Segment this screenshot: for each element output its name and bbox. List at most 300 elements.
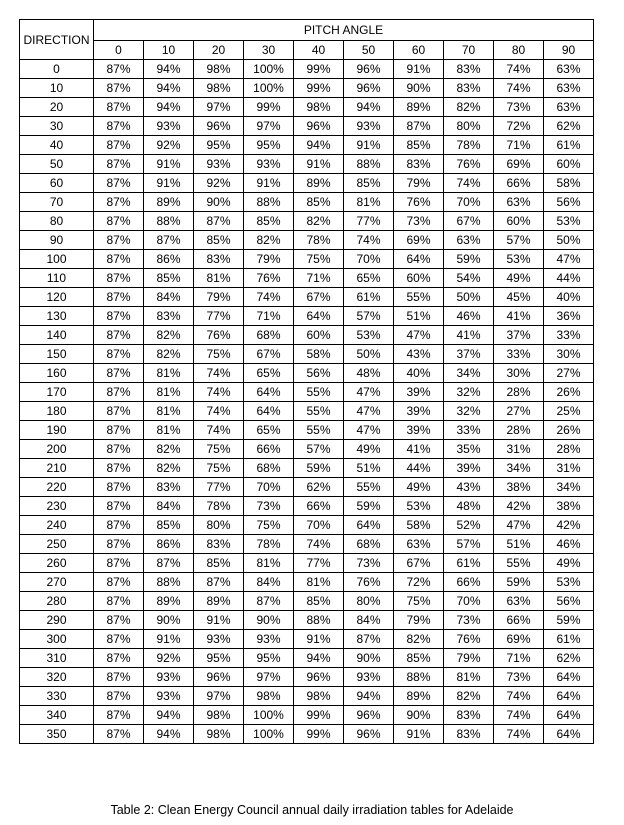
table-row	[20, 668, 594, 687]
irradiation-value-cell: 83%	[194, 250, 244, 269]
irradiation-value-cell: 51%	[494, 535, 544, 554]
pitch-angle-cell: 50	[344, 41, 394, 60]
irradiation-value-cell: 81%	[144, 421, 194, 440]
irradiation-value-cell: 98%	[294, 687, 344, 706]
irradiation-value-cell: 96%	[344, 79, 394, 98]
irradiation-value-cell: 74%	[494, 60, 544, 79]
irradiation-value-cell: 53%	[544, 212, 594, 231]
irradiation-value-cell: 69%	[394, 231, 444, 250]
irradiation-value-cell: 75%	[294, 250, 344, 269]
irradiation-value-cell: 76%	[244, 269, 294, 288]
direction-cell: 200	[20, 440, 94, 459]
irradiation-value-cell: 96%	[294, 668, 344, 687]
irradiation-table	[19, 19, 594, 744]
irradiation-value-cell: 84%	[344, 611, 394, 630]
direction-cell: 100	[20, 250, 94, 269]
irradiation-value-cell: 92%	[144, 649, 194, 668]
irradiation-value-cell: 57%	[444, 535, 494, 554]
direction-cell: 270	[20, 573, 94, 592]
irradiation-value-cell: 90%	[244, 611, 294, 630]
irradiation-value-cell: 87%	[94, 649, 144, 668]
direction-cell: 10	[20, 79, 94, 98]
pitch-angle-cell: 80	[494, 41, 544, 60]
irradiation-value-cell: 82%	[144, 345, 194, 364]
irradiation-value-cell: 94%	[294, 649, 344, 668]
irradiation-value-cell: 61%	[344, 288, 394, 307]
irradiation-value-cell: 86%	[144, 250, 194, 269]
irradiation-value-cell: 32%	[444, 383, 494, 402]
irradiation-value-cell: 36%	[544, 307, 594, 326]
irradiation-value-cell: 74%	[494, 725, 544, 744]
irradiation-value-cell: 68%	[244, 326, 294, 345]
irradiation-value-cell: 83%	[144, 307, 194, 326]
irradiation-value-cell: 85%	[344, 174, 394, 193]
direction-cell: 30	[20, 117, 94, 136]
irradiation-value-cell: 63%	[544, 60, 594, 79]
irradiation-value-cell: 83%	[144, 478, 194, 497]
irradiation-value-cell: 83%	[394, 155, 444, 174]
irradiation-value-cell: 44%	[394, 459, 444, 478]
irradiation-value-cell: 84%	[144, 497, 194, 516]
irradiation-value-cell: 83%	[194, 535, 244, 554]
irradiation-value-cell: 52%	[444, 516, 494, 535]
irradiation-value-cell: 77%	[194, 307, 244, 326]
pitch-angle-header: PITCH ANGLE	[94, 20, 594, 41]
irradiation-value-cell: 99%	[294, 725, 344, 744]
irradiation-value-cell: 66%	[244, 440, 294, 459]
irradiation-value-cell: 49%	[544, 554, 594, 573]
table-row	[20, 326, 594, 345]
table-row	[20, 117, 594, 136]
table-row	[20, 345, 594, 364]
irradiation-value-cell: 75%	[244, 516, 294, 535]
irradiation-value-cell: 87%	[94, 630, 144, 649]
irradiation-value-cell: 78%	[194, 497, 244, 516]
irradiation-value-cell: 48%	[344, 364, 394, 383]
irradiation-value-cell: 55%	[344, 478, 394, 497]
irradiation-value-cell: 59%	[444, 250, 494, 269]
irradiation-value-cell: 83%	[444, 60, 494, 79]
irradiation-value-cell: 65%	[344, 269, 394, 288]
table-row	[20, 364, 594, 383]
irradiation-value-cell: 64%	[544, 687, 594, 706]
irradiation-value-cell: 76%	[444, 155, 494, 174]
irradiation-value-cell: 87%	[94, 516, 144, 535]
pitch-angle-cell: 0	[94, 41, 144, 60]
irradiation-value-cell: 34%	[544, 478, 594, 497]
pitch-angle-cell: 30	[244, 41, 294, 60]
irradiation-value-cell: 61%	[544, 136, 594, 155]
irradiation-value-cell: 85%	[294, 592, 344, 611]
table-row	[20, 288, 594, 307]
direction-header: DIRECTION	[20, 20, 94, 60]
irradiation-value-cell: 31%	[494, 440, 544, 459]
irradiation-value-cell: 66%	[494, 611, 544, 630]
irradiation-value-cell: 91%	[394, 725, 444, 744]
irradiation-value-cell: 90%	[394, 79, 444, 98]
irradiation-value-cell: 94%	[344, 98, 394, 117]
irradiation-value-cell: 38%	[494, 478, 544, 497]
irradiation-value-cell: 94%	[144, 725, 194, 744]
irradiation-value-cell: 60%	[494, 212, 544, 231]
irradiation-value-cell: 53%	[544, 573, 594, 592]
irradiation-value-cell: 96%	[344, 725, 394, 744]
irradiation-value-cell: 54%	[444, 269, 494, 288]
table-row	[20, 193, 594, 212]
irradiation-value-cell: 89%	[394, 98, 444, 117]
irradiation-value-cell: 78%	[244, 535, 294, 554]
irradiation-value-cell: 67%	[294, 288, 344, 307]
irradiation-value-cell: 87%	[94, 60, 144, 79]
irradiation-value-cell: 83%	[444, 725, 494, 744]
irradiation-value-cell: 79%	[394, 611, 444, 630]
irradiation-value-cell: 88%	[244, 193, 294, 212]
irradiation-value-cell: 99%	[294, 79, 344, 98]
irradiation-value-cell: 87%	[94, 383, 144, 402]
irradiation-value-cell: 95%	[194, 649, 244, 668]
irradiation-value-cell: 89%	[194, 592, 244, 611]
irradiation-value-cell: 93%	[244, 630, 294, 649]
irradiation-value-cell: 84%	[244, 573, 294, 592]
irradiation-value-cell: 33%	[444, 421, 494, 440]
irradiation-value-cell: 87%	[94, 79, 144, 98]
irradiation-value-cell: 93%	[194, 155, 244, 174]
irradiation-value-cell: 90%	[394, 706, 444, 725]
irradiation-value-cell: 87%	[94, 573, 144, 592]
irradiation-value-cell: 83%	[444, 706, 494, 725]
table-row	[20, 231, 594, 250]
irradiation-value-cell: 95%	[194, 136, 244, 155]
irradiation-value-cell: 95%	[244, 136, 294, 155]
irradiation-value-cell: 44%	[544, 269, 594, 288]
irradiation-value-cell: 77%	[294, 554, 344, 573]
table-row	[20, 60, 594, 79]
direction-cell: 280	[20, 592, 94, 611]
table-row	[20, 516, 594, 535]
irradiation-value-cell: 57%	[294, 440, 344, 459]
irradiation-value-cell: 99%	[294, 706, 344, 725]
irradiation-value-cell: 70%	[444, 592, 494, 611]
irradiation-value-cell: 72%	[394, 573, 444, 592]
direction-cell: 250	[20, 535, 94, 554]
irradiation-value-cell: 39%	[394, 383, 444, 402]
irradiation-value-cell: 100%	[244, 725, 294, 744]
irradiation-value-cell: 82%	[144, 326, 194, 345]
irradiation-value-cell: 75%	[194, 440, 244, 459]
irradiation-value-cell: 87%	[94, 668, 144, 687]
irradiation-value-cell: 66%	[294, 497, 344, 516]
irradiation-value-cell: 55%	[294, 383, 344, 402]
irradiation-value-cell: 87%	[94, 706, 144, 725]
table-row	[20, 79, 594, 98]
irradiation-value-cell: 87%	[94, 345, 144, 364]
irradiation-value-cell: 73%	[444, 611, 494, 630]
irradiation-value-cell: 58%	[544, 174, 594, 193]
irradiation-value-cell: 94%	[294, 136, 344, 155]
irradiation-value-cell: 77%	[194, 478, 244, 497]
irradiation-value-cell: 62%	[294, 478, 344, 497]
table-row	[20, 649, 594, 668]
irradiation-value-cell: 57%	[494, 231, 544, 250]
irradiation-value-cell: 85%	[394, 649, 444, 668]
irradiation-value-cell: 58%	[394, 516, 444, 535]
irradiation-value-cell: 26%	[544, 421, 594, 440]
irradiation-value-cell: 37%	[444, 345, 494, 364]
irradiation-value-cell: 87%	[144, 554, 194, 573]
irradiation-value-cell: 42%	[494, 497, 544, 516]
direction-cell: 180	[20, 402, 94, 421]
irradiation-value-cell: 39%	[394, 421, 444, 440]
irradiation-value-cell: 94%	[144, 60, 194, 79]
irradiation-value-cell: 73%	[494, 98, 544, 117]
irradiation-value-cell: 98%	[194, 60, 244, 79]
pitch-angle-cell: 60	[394, 41, 444, 60]
direction-cell: 110	[20, 269, 94, 288]
irradiation-value-cell: 39%	[394, 402, 444, 421]
irradiation-value-cell: 88%	[394, 668, 444, 687]
irradiation-value-cell: 89%	[144, 592, 194, 611]
table-row	[20, 440, 594, 459]
irradiation-value-cell: 87%	[144, 231, 194, 250]
irradiation-value-cell: 89%	[294, 174, 344, 193]
irradiation-value-cell: 72%	[494, 117, 544, 136]
irradiation-value-cell: 63%	[444, 231, 494, 250]
table-row	[20, 269, 594, 288]
irradiation-value-cell: 87%	[194, 573, 244, 592]
irradiation-value-cell: 71%	[244, 307, 294, 326]
irradiation-value-cell: 45%	[494, 288, 544, 307]
irradiation-value-cell: 75%	[194, 345, 244, 364]
irradiation-value-cell: 33%	[544, 326, 594, 345]
irradiation-value-cell: 56%	[294, 364, 344, 383]
pitch-angle-cell: 70	[444, 41, 494, 60]
irradiation-value-cell: 74%	[494, 706, 544, 725]
irradiation-value-cell: 73%	[394, 212, 444, 231]
table-row	[20, 155, 594, 174]
irradiation-value-cell: 87%	[94, 288, 144, 307]
irradiation-value-cell: 74%	[344, 231, 394, 250]
irradiation-value-cell: 93%	[194, 630, 244, 649]
irradiation-value-cell: 74%	[194, 383, 244, 402]
irradiation-value-cell: 55%	[294, 402, 344, 421]
direction-cell: 50	[20, 155, 94, 174]
direction-cell: 160	[20, 364, 94, 383]
irradiation-value-cell: 91%	[144, 630, 194, 649]
irradiation-value-cell: 30%	[544, 345, 594, 364]
irradiation-value-cell: 87%	[94, 117, 144, 136]
irradiation-value-cell: 84%	[144, 288, 194, 307]
irradiation-value-cell: 63%	[544, 98, 594, 117]
irradiation-value-cell: 73%	[494, 668, 544, 687]
irradiation-value-cell: 47%	[344, 383, 394, 402]
irradiation-value-cell: 67%	[394, 554, 444, 573]
irradiation-value-cell: 82%	[144, 440, 194, 459]
direction-cell: 260	[20, 554, 94, 573]
irradiation-value-cell: 85%	[144, 269, 194, 288]
irradiation-value-cell: 64%	[544, 668, 594, 687]
irradiation-value-cell: 85%	[294, 193, 344, 212]
table-row	[20, 611, 594, 630]
table-caption: Table 2: Clean Energy Council annual daily irradiation tables for Adelaide	[110, 803, 514, 817]
irradiation-value-cell: 71%	[494, 649, 544, 668]
irradiation-value-cell: 53%	[394, 497, 444, 516]
irradiation-value-cell: 96%	[344, 60, 394, 79]
irradiation-value-cell: 49%	[344, 440, 394, 459]
irradiation-value-cell: 79%	[394, 174, 444, 193]
irradiation-value-cell: 87%	[94, 554, 144, 573]
direction-cell: 240	[20, 516, 94, 535]
irradiation-value-cell: 81%	[144, 402, 194, 421]
irradiation-value-cell: 100%	[244, 60, 294, 79]
irradiation-value-cell: 78%	[294, 231, 344, 250]
irradiation-value-cell: 81%	[144, 383, 194, 402]
irradiation-value-cell: 93%	[144, 117, 194, 136]
direction-cell: 140	[20, 326, 94, 345]
table-row	[20, 725, 594, 744]
irradiation-value-cell: 79%	[444, 649, 494, 668]
irradiation-value-cell: 87%	[94, 250, 144, 269]
irradiation-value-cell: 87%	[244, 592, 294, 611]
irradiation-value-cell: 38%	[544, 497, 594, 516]
irradiation-value-cell: 69%	[494, 630, 544, 649]
irradiation-value-cell: 94%	[344, 687, 394, 706]
irradiation-value-cell: 87%	[94, 174, 144, 193]
irradiation-value-cell: 74%	[244, 288, 294, 307]
table-row	[20, 459, 594, 478]
irradiation-value-cell: 98%	[194, 79, 244, 98]
direction-cell: 320	[20, 668, 94, 687]
irradiation-value-cell: 40%	[544, 288, 594, 307]
irradiation-value-cell: 91%	[244, 174, 294, 193]
irradiation-value-cell: 91%	[144, 174, 194, 193]
irradiation-value-cell: 51%	[394, 307, 444, 326]
direction-cell: 130	[20, 307, 94, 326]
irradiation-value-cell: 95%	[244, 649, 294, 668]
irradiation-value-cell: 87%	[94, 231, 144, 250]
irradiation-value-cell: 63%	[494, 592, 544, 611]
irradiation-value-cell: 49%	[494, 269, 544, 288]
irradiation-value-cell: 98%	[244, 687, 294, 706]
irradiation-value-cell: 70%	[344, 250, 394, 269]
direction-cell: 330	[20, 687, 94, 706]
irradiation-value-cell: 88%	[344, 155, 394, 174]
direction-cell: 70	[20, 193, 94, 212]
direction-cell: 20	[20, 98, 94, 117]
irradiation-value-cell: 59%	[494, 573, 544, 592]
direction-cell: 80	[20, 212, 94, 231]
direction-cell: 120	[20, 288, 94, 307]
irradiation-value-cell: 87%	[94, 421, 144, 440]
pitch-angle-cell: 10	[144, 41, 194, 60]
irradiation-value-cell: 50%	[344, 345, 394, 364]
irradiation-value-cell: 87%	[94, 592, 144, 611]
irradiation-value-cell: 81%	[344, 193, 394, 212]
irradiation-value-cell: 81%	[144, 364, 194, 383]
irradiation-value-cell: 99%	[244, 98, 294, 117]
irradiation-value-cell: 98%	[194, 706, 244, 725]
irradiation-value-cell: 82%	[144, 459, 194, 478]
table-row	[20, 174, 594, 193]
irradiation-value-cell: 76%	[444, 630, 494, 649]
irradiation-value-cell: 97%	[194, 98, 244, 117]
direction-cell: 90	[20, 231, 94, 250]
table-body	[20, 60, 594, 744]
irradiation-value-cell: 47%	[544, 250, 594, 269]
table-row	[20, 573, 594, 592]
irradiation-value-cell: 96%	[344, 706, 394, 725]
irradiation-value-cell: 27%	[544, 364, 594, 383]
irradiation-value-cell: 62%	[544, 117, 594, 136]
irradiation-value-cell: 64%	[394, 250, 444, 269]
irradiation-value-cell: 80%	[444, 117, 494, 136]
irradiation-value-cell: 47%	[394, 326, 444, 345]
irradiation-value-cell: 100%	[244, 706, 294, 725]
irradiation-value-cell: 64%	[544, 725, 594, 744]
irradiation-value-cell: 66%	[494, 174, 544, 193]
irradiation-value-cell: 91%	[394, 60, 444, 79]
irradiation-value-cell: 71%	[494, 136, 544, 155]
table-row	[20, 554, 594, 573]
irradiation-value-cell: 71%	[294, 269, 344, 288]
irradiation-value-cell: 74%	[494, 79, 544, 98]
irradiation-value-cell: 99%	[294, 60, 344, 79]
irradiation-value-cell: 96%	[194, 668, 244, 687]
irradiation-value-cell: 81%	[244, 554, 294, 573]
irradiation-value-cell: 93%	[144, 668, 194, 687]
irradiation-value-cell: 74%	[194, 421, 244, 440]
table-row	[20, 497, 594, 516]
irradiation-value-cell: 65%	[244, 364, 294, 383]
irradiation-value-cell: 60%	[294, 326, 344, 345]
irradiation-value-cell: 60%	[544, 155, 594, 174]
irradiation-value-cell: 97%	[194, 687, 244, 706]
irradiation-value-cell: 77%	[344, 212, 394, 231]
irradiation-value-cell: 43%	[394, 345, 444, 364]
irradiation-value-cell: 82%	[394, 630, 444, 649]
irradiation-value-cell: 86%	[144, 535, 194, 554]
table-row	[20, 98, 594, 117]
irradiation-value-cell: 93%	[344, 668, 394, 687]
irradiation-value-cell: 74%	[444, 174, 494, 193]
irradiation-value-cell: 50%	[444, 288, 494, 307]
irradiation-value-cell: 33%	[494, 345, 544, 364]
irradiation-value-cell: 65%	[244, 421, 294, 440]
irradiation-value-cell: 82%	[244, 231, 294, 250]
direction-cell: 300	[20, 630, 94, 649]
irradiation-value-cell: 50%	[544, 231, 594, 250]
irradiation-value-cell: 91%	[294, 630, 344, 649]
irradiation-value-cell: 75%	[194, 459, 244, 478]
irradiation-value-cell: 26%	[544, 383, 594, 402]
irradiation-value-cell: 64%	[344, 516, 394, 535]
irradiation-value-cell: 39%	[444, 459, 494, 478]
irradiation-value-cell: 63%	[544, 79, 594, 98]
irradiation-value-cell: 83%	[444, 79, 494, 98]
pitch-angle-cell: 40	[294, 41, 344, 60]
table-header	[20, 20, 594, 60]
table-row	[20, 212, 594, 231]
irradiation-value-cell: 28%	[494, 421, 544, 440]
irradiation-value-cell: 93%	[244, 155, 294, 174]
irradiation-value-cell: 59%	[294, 459, 344, 478]
irradiation-value-cell: 73%	[244, 497, 294, 516]
irradiation-value-cell: 58%	[294, 345, 344, 364]
irradiation-value-cell: 64%	[244, 402, 294, 421]
direction-cell: 310	[20, 649, 94, 668]
irradiation-value-cell: 47%	[344, 421, 394, 440]
direction-cell: 340	[20, 706, 94, 725]
irradiation-value-cell: 87%	[94, 459, 144, 478]
